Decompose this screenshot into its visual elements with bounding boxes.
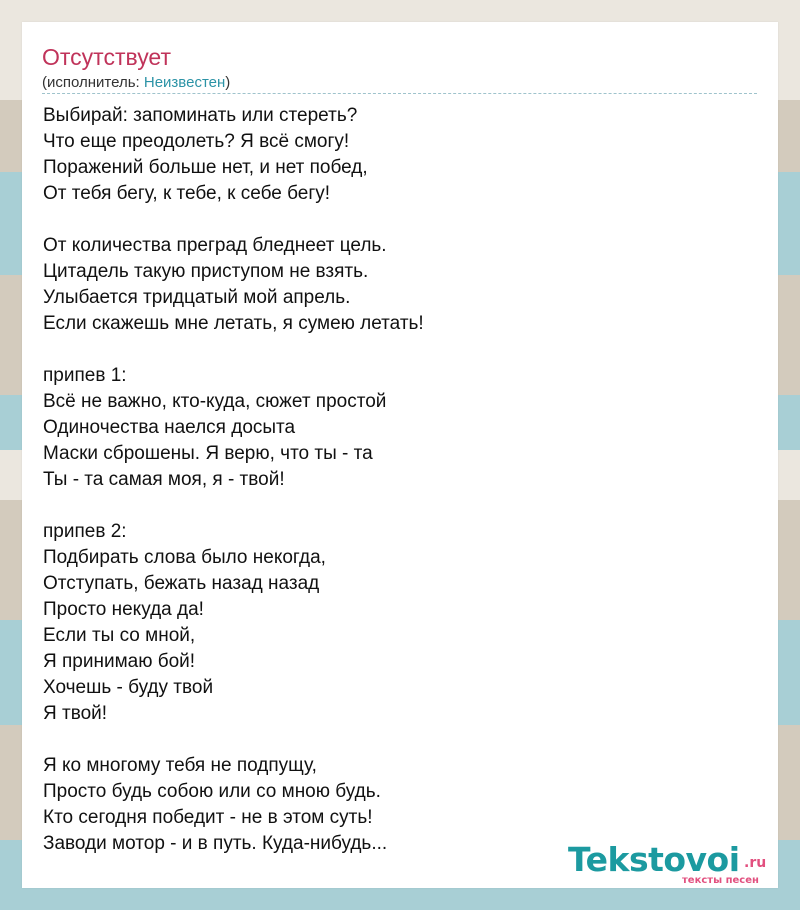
artist-link[interactable]: Неизвестен <box>143 74 226 91</box>
lyric-line: припев 1: <box>43 365 127 386</box>
dashed-divider <box>42 93 757 94</box>
lyrics-stanza <box>43 103 758 207</box>
song-title: Отсутствует <box>42 44 171 70</box>
lyric-line: Хочешь - буду твой <box>43 677 214 698</box>
lyric-line: Кто сегодня победит - не в этом суть! <box>43 807 373 828</box>
lyric-line: Просто будь собою или со мною будь. <box>43 781 381 802</box>
lyric-line: Улыбается тридцатый мой апрель. <box>43 287 351 308</box>
byline-prefix: (исполнитель: <box>42 74 144 91</box>
lyric-line: Заводи мотор - и в путь. Куда-нибудь... <box>43 833 388 854</box>
lyric-line: От тебя бегу, к тебе, к себе бегу! <box>43 183 331 204</box>
logo-wordmark: Tekstovoi <box>568 840 740 879</box>
lyric-line: От количества преград бледнеет цель. <box>43 235 387 256</box>
lyric-line: Просто некуда да! <box>43 599 204 620</box>
logo-tagline: тексты песен <box>682 875 759 886</box>
lyric-line: Маски сброшены. Я верю, что ты - та <box>43 443 373 464</box>
lyric-line: припев 2: <box>43 521 127 542</box>
lyric-line: Поражений больше нет, и нет побед, <box>43 157 368 178</box>
artist-byline <box>42 74 230 91</box>
lyric-line: Я твой! <box>43 703 108 724</box>
lyric-line: Одиночества наелся досыта <box>43 417 296 438</box>
lyric-line: Если ты со мной, <box>43 625 196 646</box>
lyrics-stanza <box>43 363 758 493</box>
lyric-line: Я ко многому тебя не подпущу, <box>43 755 317 776</box>
lyrics-card <box>22 22 778 888</box>
lyric-line: Цитадель такую приступом не взять. <box>43 261 369 282</box>
lyrics-body <box>43 103 758 883</box>
lyrics-stanza <box>43 519 758 727</box>
lyric-line: Что еще преодолеть? Я всё смогу! <box>43 131 350 152</box>
lyric-line: Всё не важно, кто-куда, сюжет простой <box>43 391 387 412</box>
lyric-line: Ты - та самая моя, я - твой! <box>43 469 285 490</box>
byline-suffix: ) <box>225 74 231 91</box>
site-logo[interactable] <box>568 840 778 890</box>
lyrics-stanza <box>43 233 758 337</box>
lyric-line: Подбирать слова было некогда, <box>43 547 326 568</box>
lyric-line: Отступать, бежать назад назад <box>43 573 320 594</box>
lyric-line: Если скажешь мне летать, я сумею летать! <box>43 313 424 334</box>
lyric-line: Я принимаю бой! <box>43 651 196 672</box>
lyric-line: Выбирай: запоминать или стереть? <box>43 105 358 126</box>
logo-domain: .ru <box>744 855 767 871</box>
